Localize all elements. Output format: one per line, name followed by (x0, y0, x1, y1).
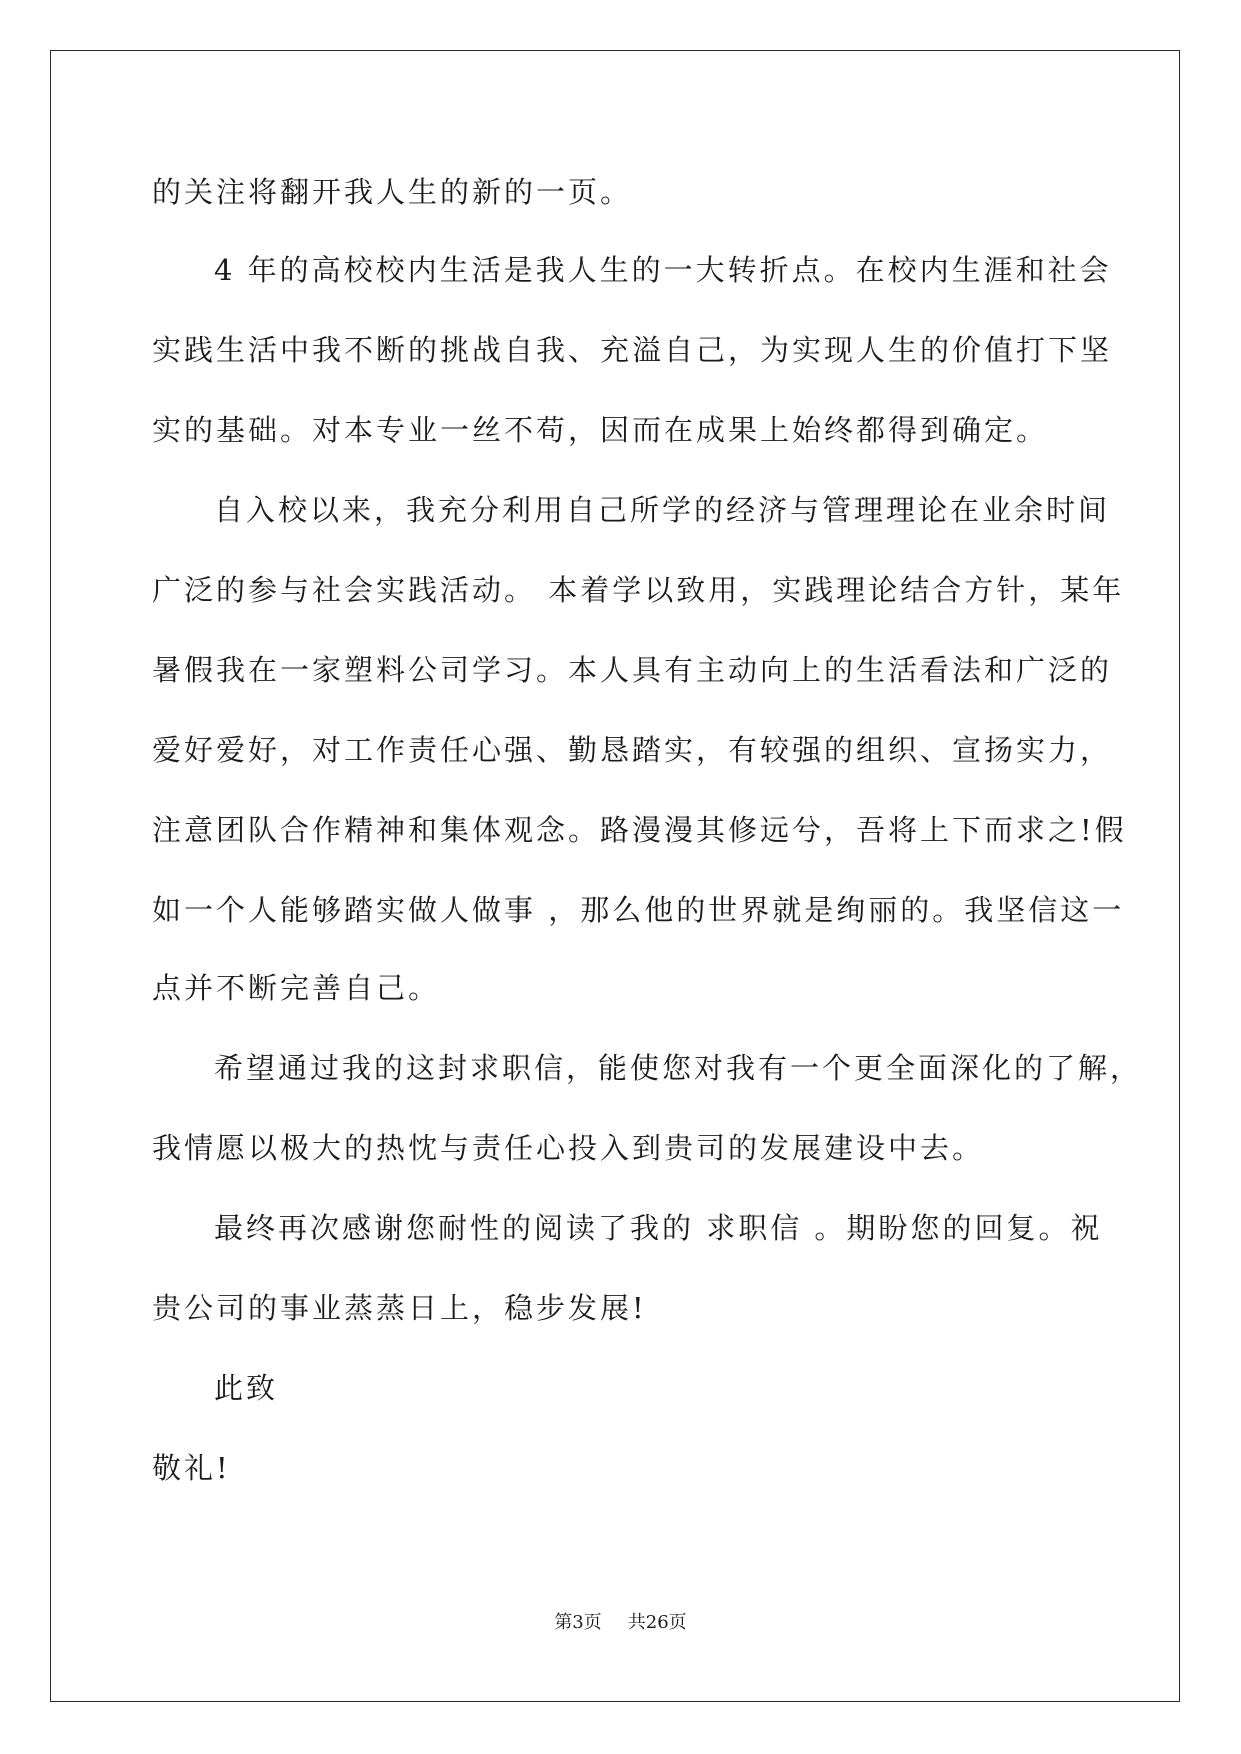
text-line: 爱好爱好，对工作责任心强、勤恳踏实，有较强的组织、宣扬实力， (152, 733, 1113, 767)
closing-salutation: 此致 (214, 1371, 279, 1405)
page-total: 共26页 (627, 1612, 687, 1633)
text-line: 注意团队合作精神和集体观念。路漫漫其修远兮，吾将上下而求之!假 (152, 813, 1127, 847)
text-line: 4 年的高校校内生活是我人生的一大转折点。在校内生涯和社会 (214, 253, 1112, 287)
text-line: 最终再次感谢您耐性的阅读了我的 求职信 。期盼您的回复。祝 (214, 1211, 1103, 1245)
text-line: 暑假我在一家塑料公司学习。本人具有主动向上的生活看法和广泛的 (152, 653, 1113, 687)
text-line: 实的基础。对本专业一丝不苟，因而在成果上始终都得到确定。 (152, 413, 1049, 447)
page-number: 第3页 (554, 1612, 602, 1633)
text-line: 我情愿以极大的热忱与责任心投入到贵司的发展建设中去。 (152, 1131, 985, 1165)
page-footer (0, 1611, 1241, 1635)
text-line: 如一个人能够踏实做人做事 ，那么他的世界就是绚丽的。我坚信这一 (152, 893, 1125, 927)
text-line: 希望通过我的这封求职信，能使您对我有一个更全面深化的了解， (214, 1051, 1143, 1085)
text-line: 广泛的参与社会实践活动。 本着学以致用，实践理论结合方针，某年 (152, 573, 1125, 607)
text-line: 实践生活中我不断的挑战自我、充溢自己，为实现人生的价值打下坚 (152, 333, 1113, 367)
text-line: 贵公司的事业蒸蒸日上，稳步发展! (152, 1291, 647, 1325)
text-line: 的关注将翻开我人生的新的一页。 (152, 175, 633, 209)
text-line: 自入校以来，我充分利用自己所学的经济与管理理论在业余时间 (214, 493, 1111, 527)
text-line: 点并不断完善自己。 (152, 971, 441, 1005)
closing-regards: 敬礼! (152, 1451, 231, 1485)
